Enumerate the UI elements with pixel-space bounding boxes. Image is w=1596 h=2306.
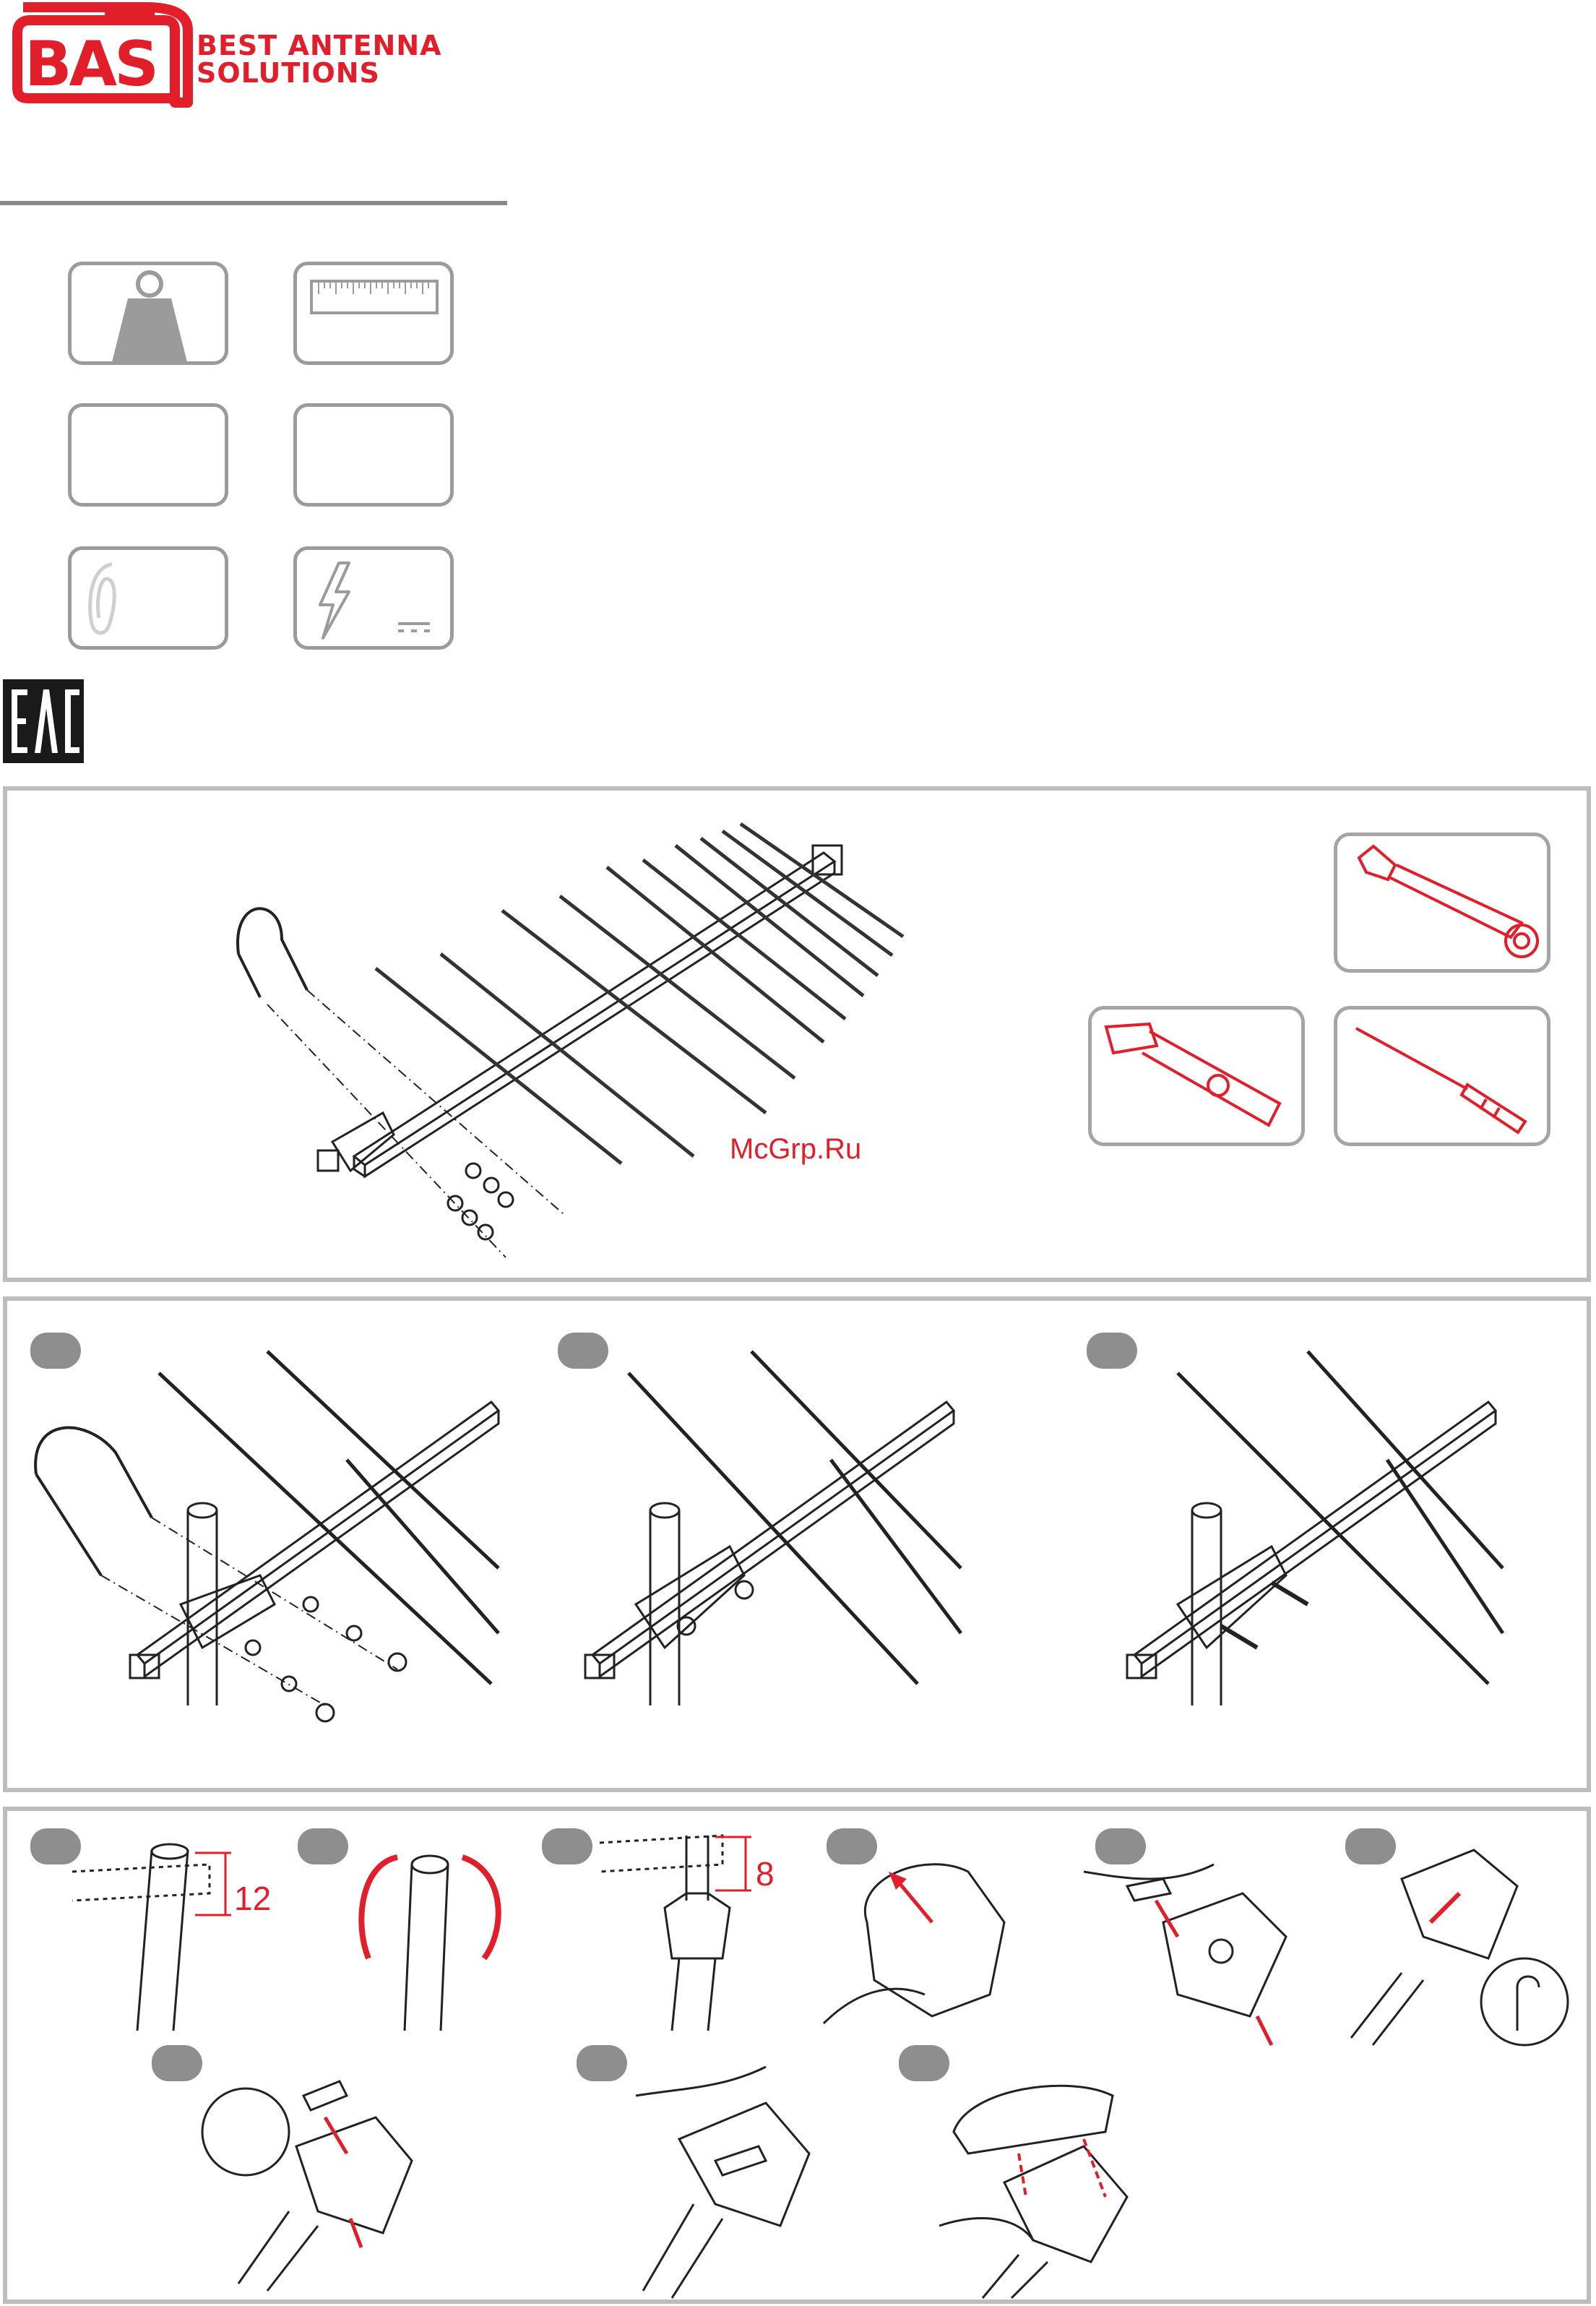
cable-spec-box (68, 546, 228, 650)
close-cover-drawing (939, 2052, 1185, 2298)
antenna-exploded-drawing (217, 795, 903, 1272)
remove-clamp-drawing (1084, 1850, 1300, 2031)
dim-strip-length: 12 (234, 1880, 272, 1917)
clamp-fixed-drawing (636, 2060, 853, 2298)
ruler-icon (310, 278, 440, 318)
screwdriver-tool-box (1334, 1006, 1550, 1146)
power-spec-box (293, 546, 454, 650)
mount-step-3-drawing (1098, 1330, 1589, 1734)
knife-tool-box (1088, 1006, 1305, 1146)
utility-knife-icon (1099, 1017, 1301, 1140)
step-badge-cable-2 (298, 1828, 348, 1864)
cable-braid-twist-drawing (354, 1836, 520, 2038)
mount-step-1-drawing (22, 1330, 513, 1734)
eac-mark (3, 679, 84, 763)
svg-text:BAS: BAS (25, 28, 157, 100)
header-divider (0, 201, 507, 205)
spec-box-blank-2 (293, 403, 454, 507)
wrench-icon (1345, 843, 1547, 966)
spec-box-blank-1 (68, 403, 228, 507)
cable-strip-drawing (72, 1836, 289, 2038)
watermark-text: McGrp.Ru (730, 1133, 862, 1165)
power-dc-icon (307, 560, 444, 640)
cable-core-drawing (600, 1821, 816, 2031)
dim-core-length: 8 (756, 1855, 775, 1893)
step-badge-cable-3 (542, 1828, 592, 1864)
bas-logo (1, 1, 191, 108)
step-badge-cable-8 (577, 2045, 627, 2081)
wrench-tool-box (1334, 833, 1550, 973)
mount-step-2-drawing (571, 1330, 1062, 1734)
cable-coil-icon (83, 560, 134, 640)
brand-line-1: BEST ANTENNA (197, 30, 442, 61)
brand-name (197, 32, 442, 87)
brand-line-2: SOLUTIONS (197, 57, 380, 89)
length-spec-box (293, 262, 454, 365)
insert-core-drawing (1344, 1836, 1561, 2045)
weight-spec-box (68, 262, 228, 365)
weight-icon (106, 270, 193, 360)
fix-clamp-drawing (195, 2052, 433, 2291)
open-box-drawing (824, 1850, 1040, 2031)
screwdriver-icon (1345, 1017, 1547, 1140)
